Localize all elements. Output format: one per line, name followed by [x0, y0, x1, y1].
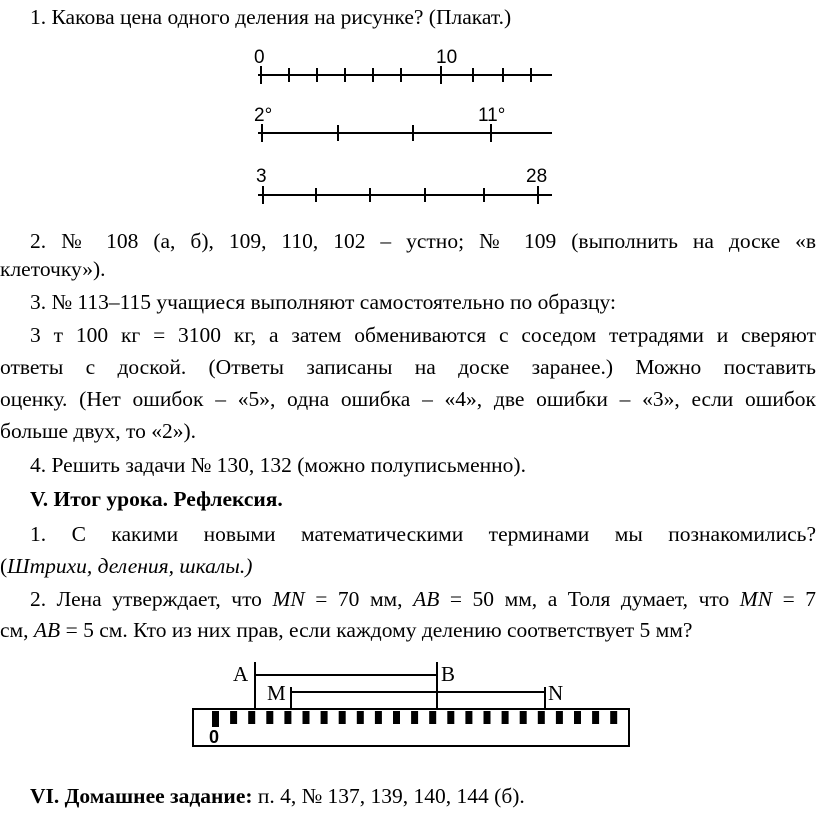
ruler-tick: [303, 711, 310, 724]
question-3-text-1: 3. № 113–115 учащиеся выполняют самостоятельно по образцу:: [30, 290, 616, 314]
scale-1-start-label: 0: [254, 47, 265, 68]
reflection-2-line-2: [0, 615, 816, 645]
section-5-title-text: V. Итог урока. Рефлексия.: [30, 487, 283, 511]
reflection-2-part-c: = 50 мм, а Толя думает, что: [439, 587, 740, 611]
question-3-line-3: [0, 352, 816, 382]
question-3-text-5: больше двух, то «2»).: [0, 419, 197, 443]
ruler-tick: [447, 711, 454, 724]
ruler-tick: [538, 711, 545, 724]
question-3-text-3: ответы с доской. (Ответы записаны на доске заранее.) Можно поставить: [0, 355, 816, 379]
ruler-tick: [465, 711, 472, 724]
scale-2: [258, 124, 552, 142]
question-3-line-1: [0, 287, 816, 317]
scale-3: [258, 186, 552, 204]
ruler-tick: [284, 711, 291, 724]
reflection-1-line-1: [0, 519, 816, 549]
reflection-2-mn: MN: [272, 587, 305, 611]
question-3-text-4: оценку. (Нет ошибок – «5», одна ошибка – «4», две ошибки – «3», если ошибок: [0, 387, 816, 411]
ruler-tick: [393, 711, 400, 724]
ruler-tick: [520, 711, 527, 724]
question-2-text-1: 2. № 108 (а, б), 109, 110, 102 – устно; № 109 (выполнить на доске «в: [30, 229, 816, 253]
point-n-label: N: [548, 681, 564, 705]
reflection-2-line-1: [0, 584, 816, 614]
point-m-label: M: [267, 681, 286, 705]
reflection-2-part-d: = 7: [772, 587, 816, 611]
ruler-tick: [484, 711, 491, 724]
ruler-tick: [411, 711, 418, 724]
question-4: [0, 450, 816, 480]
homework-title: VI. Домашнее задание:: [30, 784, 253, 808]
question-3-line-5: [0, 416, 816, 446]
ruler-tick: [230, 711, 237, 724]
ruler-tick: [339, 711, 346, 724]
reflection-1-text-1: 1. С какими новыми математическими терминами мы познакомились?: [30, 522, 816, 546]
question-3-line-2: [0, 320, 816, 350]
ruler-tick: [592, 711, 599, 724]
ruler-tick: [321, 711, 328, 724]
ruler-tick: [248, 711, 255, 724]
ruler-tick: [556, 711, 563, 724]
ruler-tick: [375, 711, 382, 724]
question-4-text: 4. Решить задачи № 130, 132 (можно полуписьменно).: [30, 453, 526, 477]
question-2-line-1: [0, 226, 816, 256]
scale-3-end-label: 28: [526, 166, 548, 187]
reflection-2-ab-2: AB: [33, 618, 61, 642]
reflection-2-part-a: 2. Лена утверждает, что: [30, 587, 273, 611]
ruler-figure: [193, 662, 629, 746]
point-a-label: A: [233, 662, 249, 686]
ruler-tick: [574, 711, 581, 724]
reflection-2-mn-2: MN: [739, 587, 773, 611]
ruler-tick: [610, 711, 617, 724]
question-2-line-2: [0, 254, 816, 284]
scale-1-end-label: 10: [436, 47, 458, 68]
homework-text: п. 4, № 137, 139, 140, 144 (б).: [252, 784, 525, 808]
question-3-text-2: 3 т 100 кг = 3100 кг, а затем обмениваются с соседом тетрадями и сверяют: [30, 323, 816, 347]
scale-2-end-label: 11°: [478, 105, 506, 126]
scale-3-start-label: 3: [256, 166, 267, 187]
ruler-tick: [212, 711, 219, 727]
section-5-title: [0, 484, 816, 514]
reflection-2-part-e: см,: [0, 618, 34, 642]
reflection-1-line-2: [0, 551, 816, 581]
point-b-label: B: [441, 662, 456, 686]
ruler-tick: [429, 711, 436, 724]
scale-2-start-label: 2°: [254, 105, 273, 126]
scale-1: [258, 66, 552, 84]
question-1-text: 1. Какова цена одного деления на рисунке? (Плакат.): [30, 5, 512, 29]
reflection-2-part-b: = 70 мм,: [304, 587, 414, 611]
reflection-1-answer: Штрихи, деления, шкалы.): [7, 554, 253, 578]
homework: [0, 781, 816, 811]
question-2-text-2: клеточку»).: [0, 257, 106, 281]
ruler-tick: [266, 711, 273, 724]
ruler-zero-label: 0: [209, 727, 220, 747]
reflection-2-part-f: = 5 см. Кто из них прав, если каждому делению соответствует 5 мм?: [60, 618, 693, 642]
ruler-tick: [357, 711, 364, 724]
question-3-line-4: [0, 384, 816, 414]
reflection-2-ab: AB: [413, 587, 440, 611]
ruler-tick: [502, 711, 509, 724]
reflection-1-paren: (: [0, 554, 8, 578]
